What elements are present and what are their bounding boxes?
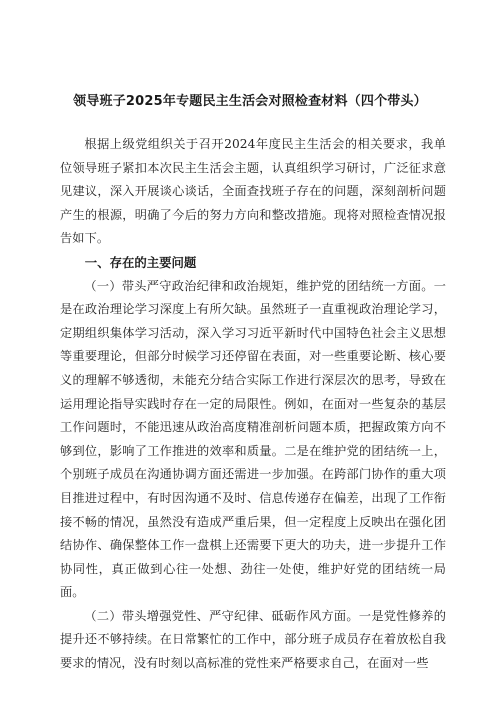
paragraph-party-spirit: （二）带头增强党性、严守纪律、砥砺作风方面。一是党性修养的提升还不够持续。在日常繁忙的工作中，部分班子成员存在着放松自我要求的情况，没有时刻以高标准的党性来严格要求自己，在面对一些	[60, 608, 446, 671]
section-heading	[60, 251, 446, 275]
section-heading-text: 存在的主要问题	[109, 254, 197, 270]
intro-paragraph: 根据上级党组织关于召开2024年度民主生活会的相关要求，我单位领导班子紧扣本次民主生活会主题，认真组织学习研讨，广泛征求意见建议，深入开展谈心谈话，全面查找班子存在的问题，深刻剖析问题产生的根源，明确了今后的努力方向和整改措施。现将对照检查情况报告如下。	[60, 137, 446, 246]
paragraph-political-discipline: （一）带头严守政治纪律和政治规矩，维护党的团结统一方面。一是在政治理论学习深度上有所欠缺。虽然班子一直重视政治理论学习，定期组织集体学习活动，深入学习习近平新时代中国特色社会主义思想等重要理论，但部分时候学习还停留在表面，对一些重要论断、核心要义的理解不够透彻，未能充分结合实际工作进行深层次的思考，导致在运用理论指导实践时存在一定的局限性。例如，在面对一些复杂的基层工作问题时，不能迅速从政治高度精准剖析问题本质，把握政策方向不够到位，影响了工作推进的效率和质量。二是在维护党的团结统一上，个别班子成员在沟通协调方面还需进一步加强。在跨部门协作的重大项目推进过程中，有时因沟通不及时、信息传递存在偏差，出现了工作衔接不畅的情况，虽然没有造成严重后果，但一定程度上反映出在强化团结协作、确保整体工作一盘棋上还需要下更大的功夫，进一步提升工作协同性，真正做到心往一处想、劲往一处使，维护好党的团结统一局面。	[60, 278, 446, 600]
document-title: 领导班子2025年专题民主生活会对照检查材料（四个带头）	[73, 94, 427, 109]
document-body	[60, 133, 446, 676]
section-number: 一、	[84, 254, 110, 270]
